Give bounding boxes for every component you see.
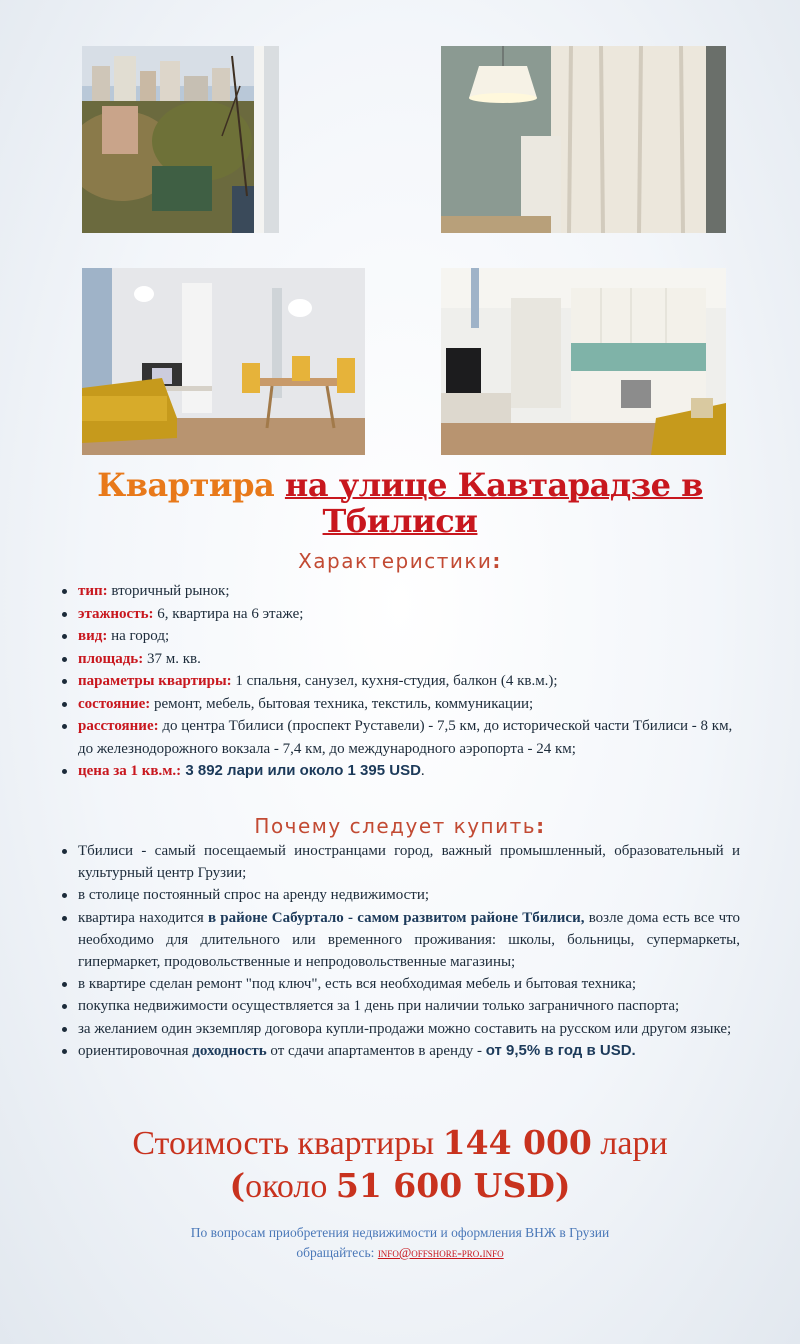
price-amount: 144 000 [442, 1123, 592, 1162]
price-usd: 51 600 USD [335, 1166, 555, 1205]
contact-line-2: обращайтесь: info@offshore-pro.info [296, 1245, 504, 1260]
list-item: состояние: ремонт, мебель, бытовая техника, текстиль, коммуникации; [60, 693, 740, 716]
price-line-2: (около 51 600 USD) [229, 1166, 571, 1205]
list-item: квартира находится в районе Сабуртало - самом развитом районе Тбилиси, возле дома есть все что необходимо для длительного или временного проживания: школы, больницы, супермаркеты, гипермаркет, продовольственные и непродовольственные магазины; [60, 907, 740, 974]
list-item: вид: на город; [60, 625, 740, 648]
characteristics-list [60, 580, 740, 783]
photo-kitchen [441, 268, 726, 455]
contact-block [60, 1223, 740, 1263]
title-link[interactable]: на улице Кавтарадзе в Тбилиси [284, 466, 703, 540]
why-buy-heading: Почему следует купить: [254, 814, 546, 838]
list-item: в столице постоянный спрос на аренду недвижимости; [60, 884, 740, 906]
photo-gallery [0, 0, 800, 460]
list-item: параметры квартиры: 1 спальня, санузел, кухня-студия, балкон (4 кв.м.); [60, 670, 740, 693]
photo-living-room [82, 268, 365, 455]
list-item: покупка недвижимости осуществляется за 1 день при наличии только заграничного паспорта; [60, 995, 740, 1017]
characteristics-heading-text: Характеристики [298, 549, 493, 573]
page-title [60, 467, 740, 539]
price-line-1: Стоимость квартиры 144 000 лари [132, 1123, 668, 1162]
list-item: Тбилиси - самый посещаемый иностранцами город, важный промышленный, образовательный и культурный центр Грузии; [60, 840, 740, 884]
list-item: за желанием один экземпляр договора купли-продажи можно составить на русском или другом языке; [60, 1018, 740, 1040]
list-item: ориентировочная доходность от сдачи апартаментов в аренду - от 9,5% в год в USD. [60, 1040, 740, 1062]
list-item: площадь: 37 м. кв. [60, 648, 740, 671]
why-buy-heading-text: Почему следует купить [254, 814, 537, 838]
title-prefix: Квартира [97, 466, 275, 504]
contact-line-1: По вопросам приобретения недвижимости и оформления ВНЖ в Грузии [190, 1225, 610, 1240]
contact-email-link[interactable]: info@offshore-pro.info [377, 1245, 504, 1260]
list-item: расстояние: до центра Тбилиси (проспект Руставели) - 7,5 км, до исторической части Тбилиси - 8 км, до железнодорожного вокзала - 7,4 км, до международного аэропорта - 24 км; [60, 715, 740, 760]
list-item: этажность: 6, квартира на 6 этаже; [60, 603, 740, 626]
list-item: тип: вторичный рынок; [60, 580, 740, 603]
photo-bedroom-lamp [441, 46, 726, 233]
characteristics-heading: Характеристики: [298, 549, 502, 573]
list-item: в квартире сделан ремонт "под ключ", есть вся необходимая мебель и бытовая техника; [60, 973, 740, 995]
price-block [60, 1122, 740, 1208]
photo-city-view [82, 46, 279, 233]
list-item: цена за 1 кв.м.: 3 892 лари или около 1 395 USD. [60, 760, 740, 783]
why-buy-list [60, 840, 740, 1062]
